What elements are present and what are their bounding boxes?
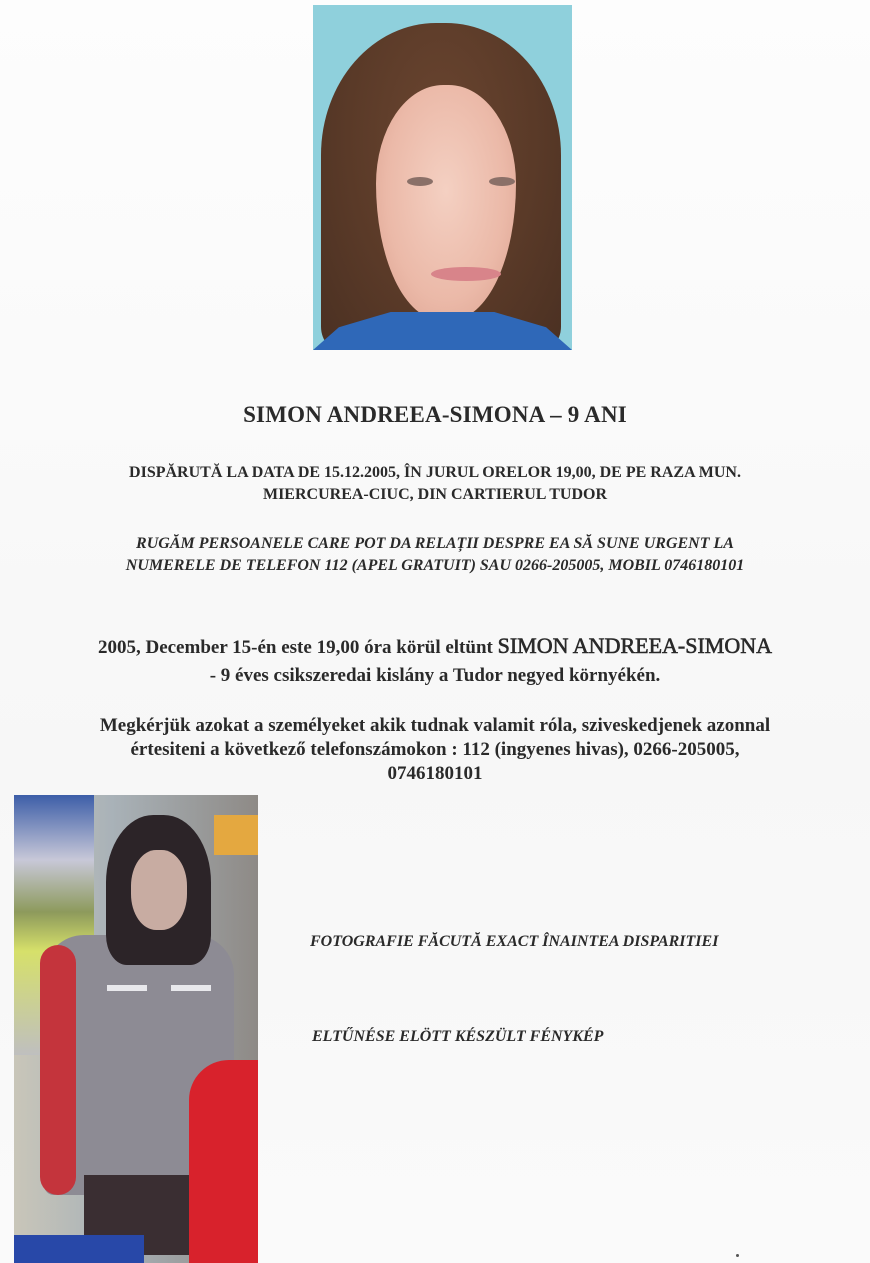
hungarian-appeal bbox=[0, 714, 870, 786]
hungarian-notice-line-1 bbox=[0, 632, 870, 662]
photo-caption-hungarian: ELTŰNÉSE ELÖTT KÉSZÜLT FÉNYKÉP bbox=[312, 1028, 604, 1045]
portrait-photo bbox=[313, 5, 572, 350]
portrait-eye-left bbox=[407, 177, 433, 186]
romanian-appeal-line-2: NUMERELE DE TELEFON 112 (APEL GRATUIT) SAU 0266-205005, MOBIL 0746180101 bbox=[125, 557, 745, 574]
hungarian-notice-line-2: - 9 éves csikszeredai kislány a Tudor negyed környékén. bbox=[209, 665, 661, 686]
cctv-background-object bbox=[214, 815, 258, 855]
hungarian-notice-prefix: 2005, December 15-én este 19,00 óra körül eltünt bbox=[97, 637, 498, 658]
cctv-face bbox=[131, 850, 187, 930]
romanian-notice bbox=[0, 462, 870, 506]
hungarian-notice-name: SIMON ANDREEA-SIMONA bbox=[497, 633, 773, 658]
cctv-red-sleeve bbox=[40, 945, 76, 1195]
hungarian-notice bbox=[0, 632, 870, 690]
paper-speck bbox=[736, 1254, 739, 1257]
hungarian-appeal-line-1: Megkérjük azokat a személyeket akik tudnak valamit róla, sziveskedjenek azonnal bbox=[99, 715, 771, 736]
romanian-notice-line-1: DISPĂRUTĂ LA DATA DE 15.12.2005, ÎN JURUL ORELOR 19,00, DE PE RAZA MUN. bbox=[129, 464, 741, 481]
romanian-appeal bbox=[0, 533, 870, 577]
cctv-jacket-stripe bbox=[107, 985, 147, 991]
photo-caption-romanian: FOTOGRAFIE FĂCUTĂ EXACT ÎNAINTEA DISPARITIEI bbox=[310, 933, 719, 950]
cctv-photo bbox=[14, 795, 258, 1263]
cctv-red-figure bbox=[189, 1060, 258, 1263]
cctv-blue-object bbox=[14, 1235, 144, 1263]
portrait-mouth bbox=[431, 267, 501, 281]
hungarian-appeal-line-2: értesiteni a következő telefonszámokon : 112 (ingyenes hivas), 0266-205005, bbox=[130, 739, 740, 760]
hungarian-appeal-line-3: 0746180101 bbox=[387, 763, 483, 784]
cctv-jacket-stripe bbox=[171, 985, 211, 991]
portrait-eye-right bbox=[489, 177, 515, 186]
poster-title: SIMON ANDREEA-SIMONA – 9 ANI bbox=[243, 402, 627, 427]
romanian-appeal-line-1: RUGĂM PERSOANELE CARE POT DA RELAȚII DESPRE EA SĂ SUNE URGENT LA bbox=[136, 535, 734, 552]
romanian-notice-line-2: MIERCUREA-CIUC, DIN CARTIERUL TUDOR bbox=[262, 486, 608, 503]
